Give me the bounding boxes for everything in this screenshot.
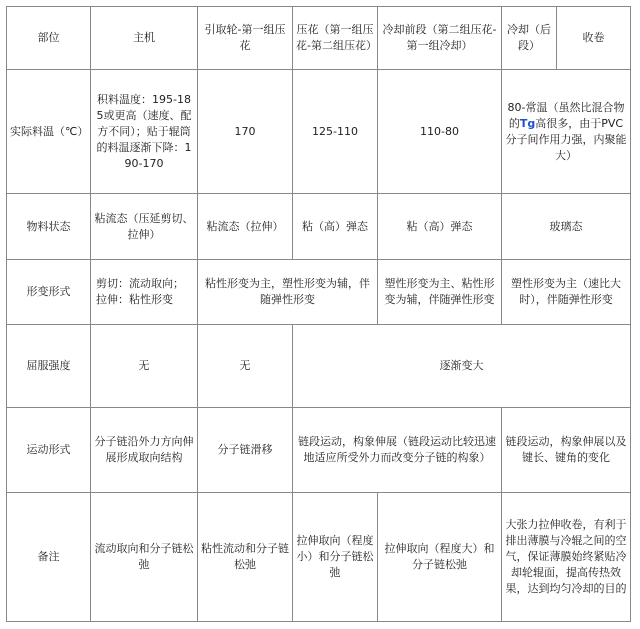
state-label: 物料状态 [7,194,91,260]
row-deformation [7,260,631,325]
row-temperature [7,70,631,194]
notes-cool-front: 拉伸取向（程度大）和分子链松弛 [378,493,502,622]
deformation-tail: 塑性形变为主（速比大时），伴随弹性形变 [502,260,631,325]
notes-pull: 粘性流动和分子链松弛 [198,493,293,622]
temperature-tail [502,70,631,194]
yield-main: 无 [91,325,198,408]
header-pull-roller: 引取轮-第一组压花 [198,7,293,70]
yield-pull: 无 [198,325,293,408]
process-table [6,6,631,622]
temperature-pull: 170 [198,70,293,194]
header-part: 部位 [7,7,91,70]
notes-emboss: 拉伸取向（程度小）和分子链松弛 [293,493,378,622]
temperature-main: 积料温度：195-185或更高（速度、配方不同）；贴于辊筒的料温逐渐下降：190-170 [91,70,198,194]
deformation-main-line1: 剪切：流动取向； [96,277,184,290]
temperature-emboss: 125-110 [293,70,378,194]
motion-pull: 分子链滑移 [198,408,293,493]
row-motion [7,408,631,493]
header-main-machine: 主机 [91,7,198,70]
state-cool-front: 粘（高）弹态 [378,194,502,260]
tg-symbol: Tg [519,116,536,130]
motion-main: 分子链沿外力方向伸展形成取向结构 [91,408,198,493]
temperature-cool-front: 110-80 [378,70,502,194]
header-row [7,7,631,70]
temperature-label: 实际料温（℃） [7,70,91,194]
state-main: 粘流态（压延剪切、拉伸） [91,194,198,260]
state-tail: 玻璃态 [502,194,631,260]
state-pull: 粘流态（拉伸） [198,194,293,260]
state-emboss: 粘（高）弹态 [293,194,378,260]
row-notes [7,493,631,622]
row-yield [7,325,631,408]
yield-label: 屈服强度 [7,325,91,408]
temperature-tail-pre: 80-常温（虽然比混合物的 [507,100,625,130]
notes-tail: 大张力拉伸收卷，有利于排出薄膜与冷辊之间的空气，保证薄膜始终紧贴冷却轮辊面，提高传热效果，达到均匀冷却的目的 [502,493,631,622]
motion-label: 运动形式 [7,408,91,493]
header-cooling-front: 冷却前段（第二组压花-第一组冷却） [378,7,502,70]
deformation-pull-emboss: 粘性形变为主，塑性形变为辅，伴随弹性形变 [198,260,378,325]
notes-main: 流动取向和分子链松弛 [91,493,198,622]
deformation-cool-front: 塑性形变为主、粘性形变为辅，伴随弹性形变 [378,260,502,325]
deformation-main-line2: 拉伸：粘性形变 [96,293,173,306]
header-winding: 收卷 [557,7,631,70]
notes-label: 备注 [7,493,91,622]
deformation-main [91,260,198,325]
temperature-tail-post: 高很多，由于PVC分子间作用力强，内聚能大） [505,116,627,162]
yield-rest: 逐渐变大 [293,325,631,408]
motion-emboss-cool: 链段运动，构象伸展（链段运动比较迅速地适应所受外力而改变分子链的构象） [293,408,502,493]
motion-tail: 链段运动，构象伸展以及键长、键角的变化 [502,408,631,493]
header-embossing: 压花（第一组压花-第二组压花） [293,7,378,70]
row-state [7,194,631,260]
deformation-label: 形变形式 [7,260,91,325]
header-cooling-back: 冷却（后段） [502,7,557,70]
